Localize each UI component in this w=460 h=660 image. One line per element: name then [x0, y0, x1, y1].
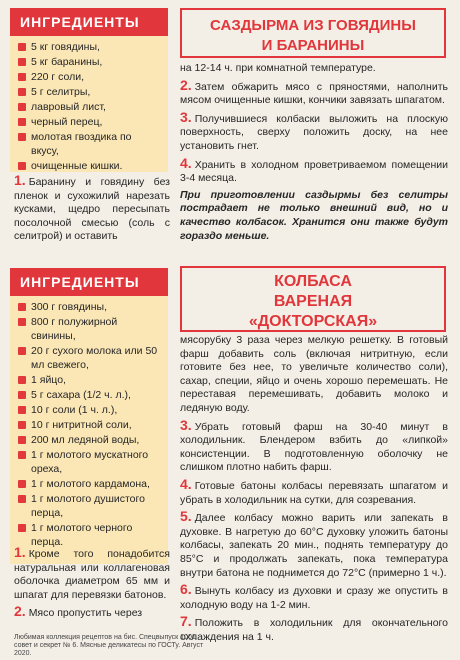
square-bullet-icon: [18, 73, 26, 81]
recipe-title-line: КОЛБАСА: [274, 273, 352, 290]
step-number: 7.: [180, 613, 192, 630]
step-number: 1.: [14, 172, 26, 188]
step-2-continued: мясорубку 3 раза через мелкую решетку. В готовый фарш добавить соль (включая нитритную, если готовите без нее, то увеличьте количество соли), сахар, специи, яйцо и очень хорошо перемешать. Не переставая перемешивать, добавить молоко и ледяную воду.: [180, 334, 448, 414]
recipe-sazdyrma: [0, 0, 460, 258]
ingredient-item: 800 г полужирной свинины,: [18, 315, 162, 343]
ingredients-list: [10, 36, 168, 173]
ingredient-item: 10 г нитритной соли,: [18, 418, 162, 432]
recipe-title: [180, 8, 446, 58]
steps-left-column: [14, 174, 170, 247]
square-bullet-icon: [18, 318, 26, 326]
step-2: 2. Мясо пропустить через: [14, 603, 143, 620]
ingredients-panel: [10, 8, 168, 172]
step-1-continued: на 12-14 ч. при комнатной температуре.: [180, 62, 376, 74]
ingredient-item: 5 г сахара (1/2 ч. л.),: [18, 388, 162, 402]
square-bullet-icon: [18, 133, 26, 141]
ingredient-item: 10 г соли (1 ч. л.),: [18, 403, 162, 417]
square-bullet-icon: [18, 43, 26, 51]
ingredient-item: 1 г молотого душистого перца,: [18, 492, 162, 520]
step-6: 6. Вынуть колбасу из духовки и сразу же опустить в холодную воду на 1-2 мин.: [180, 581, 448, 611]
ingredient-item: 1 яйцо,: [18, 373, 162, 387]
ingredient-item: 1 г молотого черного перца.: [18, 521, 162, 549]
step-1: 1. Баранину и говядину без пленок и сухожилий нарезать кусками, щедро пересыпать посолочной смесью (соль с селитрой) и оставить: [14, 172, 170, 243]
square-bullet-icon: [18, 436, 26, 444]
square-bullet-icon: [18, 376, 26, 384]
square-bullet-icon: [18, 406, 26, 414]
square-bullet-icon: [18, 524, 26, 532]
steps-left-column: [14, 546, 170, 624]
step-4: 4. Готовые батоны колбасы перевязать шпагатом и убрать в холодильник на сутки, для созревания.: [180, 475, 448, 506]
recipe-doktorskaya: [0, 262, 460, 660]
step-number: 3.: [180, 416, 192, 433]
ingredient-item: 200 мл ледяной воды,: [18, 433, 162, 447]
square-bullet-icon: [18, 103, 26, 111]
ingredient-item: 5 г селитры,: [18, 85, 162, 99]
step-3: 3. Убрать готовый фарш на 30-40 минут в холодильник. Блендером взбить до «липкой» консистенции. В подготовленную оболочку не слишком плотно набить фарш.: [180, 416, 448, 474]
ingredient-item: молотая гвоздика по вкусу,: [18, 130, 162, 158]
ingredients-title: ИНГРЕДИЕНТЫ: [10, 268, 168, 296]
step-5: 5. Далее колбасу можно варить или запекать в духовке. В нагретую до 60°С духовку уложить батоны колбасы, запекать 20 мин., поднять температуру до 85°С и продолжать запекать, пока температура внутри батона не поднимется до 72°С (примерно 1 ч.).: [180, 508, 448, 579]
square-bullet-icon: [18, 347, 26, 355]
ingredient-item: 300 г говядины,: [18, 300, 162, 314]
step-number: 2.: [14, 603, 26, 620]
step-number: 4.: [180, 154, 192, 171]
step-number: 6.: [180, 581, 192, 598]
square-bullet-icon: [18, 303, 26, 311]
step-number: 1.: [14, 544, 26, 560]
square-bullet-icon: [18, 495, 26, 503]
ingredients-list: [10, 296, 168, 549]
ingredient-item: 1 г молотого мускатного ореха,: [18, 448, 162, 476]
square-bullet-icon: [18, 162, 26, 170]
step-4: 4. Хранить в холодном проветриваемом помещении 3-4 месяца.: [180, 154, 448, 185]
recipe-title: [180, 266, 446, 332]
recipe-title-line: «ДОКТОРСКАЯ»: [248, 313, 378, 330]
square-bullet-icon: [18, 88, 26, 96]
footer-line: Любимая коллекция рецептов на бис. Спецвыпуск 1001: [14, 634, 196, 641]
square-bullet-icon: [18, 391, 26, 399]
recipe-note: При приготовлении саздырмы без селитры пострадает не только внешний вид, но и качество колбасок. Хранится они также будут гораздо меньше.: [180, 188, 448, 242]
step-number: 4.: [180, 475, 192, 492]
ingredient-item: 20 г сухого молока или 50 мл свежего,: [18, 344, 162, 372]
step-3: 3. Получившиеся колбаски выложить на плоскую поверхность, сверху положить доску, на нее установить гнет.: [180, 108, 448, 152]
square-bullet-icon: [18, 58, 26, 66]
step-number: 3.: [180, 108, 192, 125]
square-bullet-icon: [18, 421, 26, 429]
square-bullet-icon: [18, 118, 26, 126]
ingredient-item: 5 кг говядины,: [18, 40, 162, 54]
step-number: 5.: [180, 508, 192, 525]
footer-line: совет и секрет № 6. Мясные деликатесы по ГОСТу. Август 2020.: [14, 642, 204, 657]
recipe-title-line: САЗДЫРМА ИЗ ГОВЯДИНЫ: [210, 17, 416, 34]
step-2: 2. Затем обжарить мясо с пряностями, наполнить мясом очищенные кишки, кончики завязать шпагатом.: [180, 76, 448, 107]
page-footer: [14, 634, 214, 658]
ingredients-title: ИНГРЕДИЕНТЫ: [10, 8, 168, 36]
square-bullet-icon: [18, 480, 26, 488]
step-number: 2.: [180, 76, 192, 93]
ingredient-item: 220 г соли,: [18, 70, 162, 84]
ingredient-item: 5 кг баранины,: [18, 55, 162, 69]
square-bullet-icon: [18, 451, 26, 459]
step-1: 1. Кроме того понадобится натуральная или коллагеновая оболочка диаметром 65 мм и шпагат для перевязки батонов.: [14, 544, 170, 601]
ingredients-panel: [10, 268, 168, 564]
ingredient-item: лавровый лист,: [18, 100, 162, 114]
ingredient-item: черный перец,: [18, 115, 162, 129]
recipe-title-line: И БАРАНИНЫ: [261, 37, 365, 54]
ingredient-item: 1 г молотого кардамона,: [18, 477, 162, 491]
recipe-title-line: ВАРЕНАЯ: [273, 293, 353, 310]
ingredient-item: очищенные кишки.: [18, 159, 162, 173]
steps-right-column: [180, 334, 448, 647]
step-7: 7. Положить в холодильник для окончательного охлаждения на 1 ч.: [180, 613, 448, 643]
steps-right-column: [180, 62, 448, 246]
